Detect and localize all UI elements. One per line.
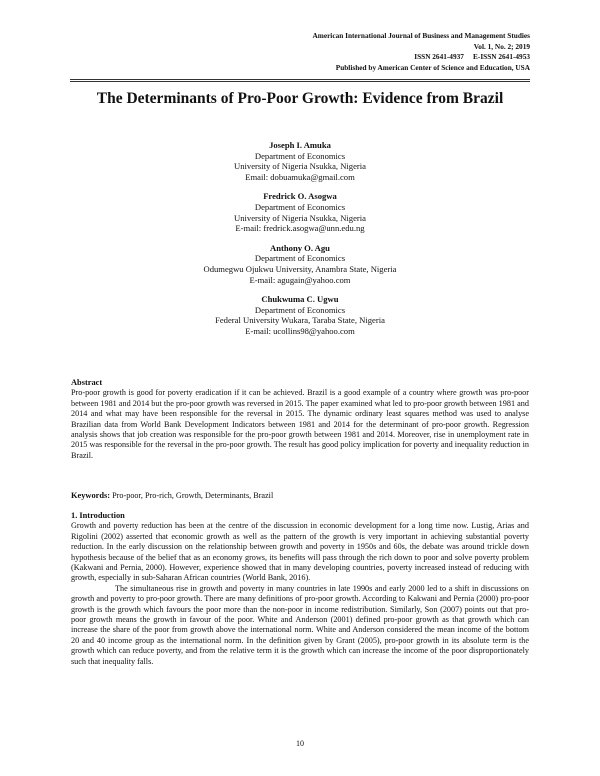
journal-name: American International Journal of Business and Management Studies [312, 31, 530, 40]
page-number: 10 [296, 739, 304, 748]
introduction-section [71, 511, 529, 667]
author-block [0, 140, 600, 182]
author-name: Fredrick O. Asogwa [263, 191, 337, 202]
paper-title: The Determinants of Pro-Poor Growth: Evidence from Brazil [96, 90, 504, 107]
author-department: Department of Economics [254, 201, 346, 212]
header-rule-top [70, 79, 530, 80]
author-email[interactable]: E-mail: ucollins98@yahoo.com [245, 325, 355, 336]
author-institution: University of Nigeria Nsukka, Nigeria [234, 212, 366, 223]
author-department: Department of Economics [254, 150, 346, 161]
author-email[interactable]: E-mail: fredrick.asogwa@unn.edu.ng [235, 223, 365, 234]
journal-issn: ISSN 2641-4937 E-ISSN 2641-4953 [414, 52, 530, 61]
journal-volume: Vol. 1, No. 2; 2019 [473, 41, 530, 51]
author-department: Department of Economics [254, 304, 346, 315]
author-block [0, 294, 600, 336]
author-block [0, 191, 600, 233]
author-list [0, 140, 600, 346]
journal-header [312, 31, 530, 73]
author-email[interactable]: Email: dobuamuka@gmail.com [245, 171, 355, 182]
author-email[interactable]: E-mail: agugain@yahoo.com [249, 274, 351, 285]
header-rule-bottom [70, 81, 530, 82]
keywords-text: Pro-poor, Pro-rich, Growth, Determinants, Brazil [112, 491, 274, 500]
introduction-paragraph-1: Growth and poverty reduction has been at the centre of the discussion in economic development for a long time now. Lustig, Arias and Rigolini (2002) asserted that economic growth as well as the pattern of the growth is very important in achieving substantial poverty reduction. In the early discussion on the relationship between growth and poverty in 1950s and 60s, the debate was around trickle down hypothesis because of the belief that as an economy grows, its benefits will pass through the rich down to poor and solve poverty problem (Kakwani and Pernia, 2000). However, experience showed that in many developing countries, poverty increased instead of reducing with growth, especially in sub-Saharan African countries (World Bank, 2016). [71, 521, 529, 583]
author-name: Joseph I. Amuka [269, 140, 331, 150]
author-block [0, 243, 600, 285]
author-institution: Federal University Wukara, Taraba State, Nigeria [215, 315, 385, 326]
abstract-text: Pro-poor growth is good for poverty eradication if it can be achieved. Brazil is a good example of a country where growth was pro-poor between 1981 and 2014 but the pro-poor growth was reversed in 2015. The paper examined what led to pro-poor growth between 1981 and 2014 and what may have been responsible for the reversal in 2015. The dynamic ordinary least squares method was used to analyse Brazilian data from World Bank Development Indicators between 1981 and 2014 for the determinant of pro-poor growth. Regression analysis shows that job creation was responsible for the pro-poor growth between 1981 and 2014. Moreover, rise in unemployment rate in 2015 was responsible for the reversal in the pro-poor growth. The result has good policy implication for poverty and inequality reduction in Brazil. [71, 388, 529, 460]
author-institution: Odumegwu Ojukwu University, Anambra State, Nigeria [203, 263, 397, 274]
abstract-heading: Abstract [71, 378, 103, 387]
author-institution: University of Nigeria Nsukka, Nigeria [234, 161, 366, 172]
abstract-section [71, 378, 529, 461]
introduction-heading: 1. Introduction [71, 511, 125, 520]
introduction-paragraph-2: The simultaneous rise in growth and poverty in many countries in late 1990s and early 2000 led to a shift in discussions on growth and poverty to pro-poor growth. There are many definitions of pro-poor growth. According to Kakwani and Pernia (2000) pro-poor growth is the growth which favours the poor more than the non-poor in income redistribution. Similarly, Son (2007) points out that pro-poor growth means the growth in favour of the poor. White and Anderson (2001) defined pro-poor growth as that growth which can increase the share of the poor from growth above the international norm. White and Anderson considered the mean income of the bottom 20 and 40 income group as the international norm. In the definition given by Grant (2005), pro-poor growth in its absolute term is the growth which can reduce poverty, and from the relative term it is the growth which can increase the income of the poor disproportionately such that inequality falls. [71, 583, 529, 666]
author-name: Anthony O. Agu [270, 242, 330, 253]
keywords-section [71, 491, 529, 501]
author-name: Chukwuma C. Ugwu [261, 294, 339, 305]
keywords-label: Keywords: [71, 491, 111, 500]
author-department: Department of Economics [254, 253, 346, 264]
journal-publisher: Published by American Center of Science and Education, USA [335, 62, 530, 72]
